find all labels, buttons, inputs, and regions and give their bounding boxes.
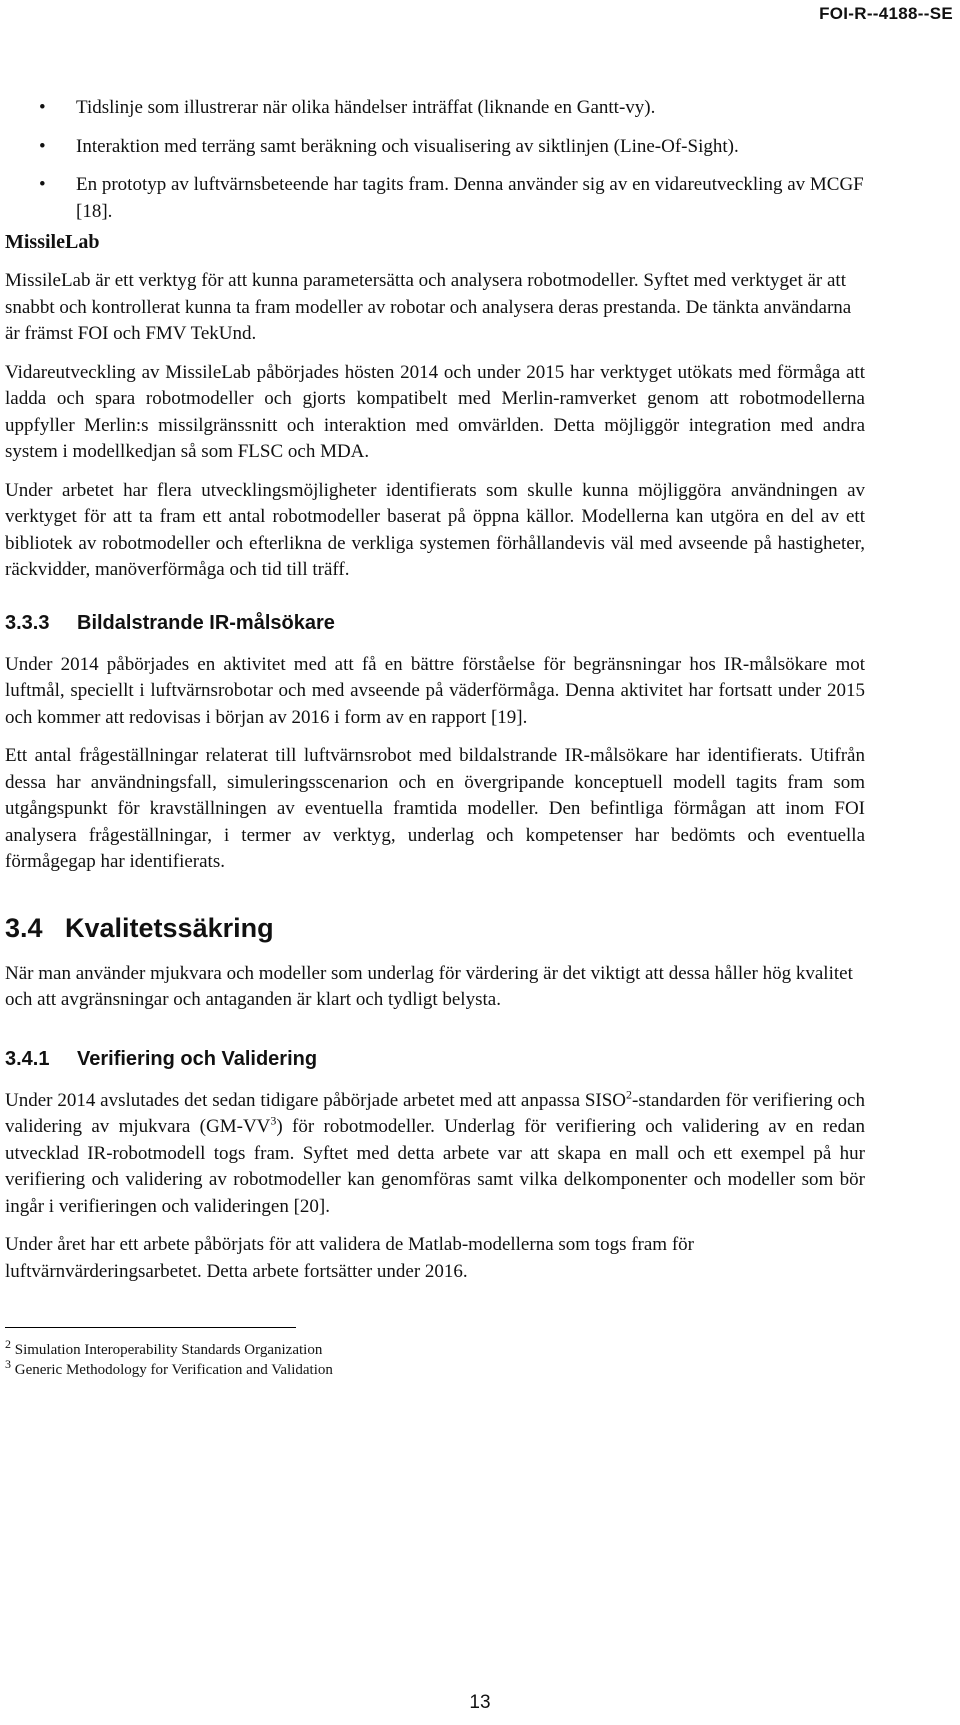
section-number: 3.4 xyxy=(5,912,43,943)
section-heading-3-3-3 xyxy=(5,610,865,636)
paragraph: När man använder mjukvara och modeller som underlag för värdering är det viktigt att dessa håller hög kvalitet och att avgränsningar och antaganden är klart och tydligt belysta. xyxy=(5,962,853,1010)
paragraph xyxy=(5,1088,865,1221)
paragraph: Ett antal frågeställningar relaterat till luftvärnsrobot med bildalstrande IR-målsökare har identifierats. Utifrån dessa har användningsfall, simuleringsscenarion och en övergripande konceptuell modell tagits fram som utgångspunkt för kravställningen av eventuella framtida modeller. Den befintliga förmågan att inom FOI analysera frågeställningar, i termer av verktyg, underlag och kompetenser har bedömts och eventuella förmågegap har identifierats. xyxy=(5,745,865,872)
paragraph: Under året har ett arbete påbörjats för att validera de Matlab-modellerna som togs fram för luftvärnvärderingsarbetet. Detta arbete fortsätter under 2016. xyxy=(5,1234,694,1282)
footnote-text: Simulation Interoperability Standards Organization xyxy=(14,1342,323,1358)
footnote-ref: 2 xyxy=(626,1087,633,1102)
footnote-ref: 3 xyxy=(270,1113,277,1128)
list-item-text: Interaktion med terräng samt beräkning och visualisering av siktlinjen (Line-Of-Sight). xyxy=(76,135,739,157)
footnote-text: Generic Methodology for Verification and Validation xyxy=(14,1362,333,1378)
missilelab-heading: MissileLab xyxy=(5,231,100,253)
section-heading-3-4-1 xyxy=(5,1046,865,1072)
footnote-mark: 2 xyxy=(5,1337,11,1351)
list-item xyxy=(5,134,865,161)
list-item-text: En prototyp av luftvärnsbeteende har tagits fram. Denna använder sig av en vidareutveckling av MCGF [18]. xyxy=(76,174,864,222)
bullet-icon: • xyxy=(39,174,46,195)
report-id: FOI-R--4188--SE xyxy=(819,4,953,23)
bullet-list xyxy=(5,95,865,225)
paragraph: MissileLab är ett verktyg för att kunna parametersätta och analysera robotmodeller. Syftet med verktyget är att snabbt och kontrollerat kunna ta fram modeller av robotar och analysera deras prestanda. De tänkta användarna är främst FOI och FMV TekUnd. xyxy=(5,270,852,344)
page-content xyxy=(5,95,865,1380)
paragraph: Under 2014 påbörjades en aktivitet med att få en bättre förståelse för begränsningar hos IR-målsökare mot luftmål, speciellt i luftvärnsrobotar och med avseende på väderförmåga. Denna aktivitet har fortsatt under 2015 och kommer att redovisas i början av 2016 i form av en rapport [19]. xyxy=(5,653,865,728)
bullet-icon: • xyxy=(39,97,46,118)
section-title: Kvalitetssäkring xyxy=(65,912,274,943)
footnote xyxy=(5,1337,865,1360)
section-heading-3-4 xyxy=(5,911,865,945)
paragraph-text: Under 2014 avslutades det sedan tidigare påbörjade arbetet med att anpassa SISO xyxy=(5,1089,627,1111)
paragraph: Under arbetet har flera utvecklingsmöjligheter identifierats som skulle kunna möjliggöra användningen av verktyget för att ta fram ett antal robotmodeller baserat på öppna källor. Modellerna kan utgöra en del av ett bibliotek av robotmodeller och efterlikna de verkliga systemen förhållandevis väl med avseende på hastigheter, räckvidder, manöverförmåga och tid till träff. xyxy=(5,479,865,580)
page-number: 13 xyxy=(469,1692,491,1713)
bullet-icon: • xyxy=(39,135,46,157)
paragraph-text: ) för robotmodeller. Underlag för verifiering och validering av en redan utvecklad IR-robotmodell togs fram. Syftet med detta arbete var att skapa en mall och ett exempel på hur verifiering och validering av robotmodeller kan genomföras samt vilka delkomponenter och modeller som bör ingår i verifieringen och valideringen [20]. xyxy=(5,1116,866,1217)
section-title: Verifiering och Validering xyxy=(77,1047,318,1070)
section-number: 3.4.1 xyxy=(5,1047,50,1070)
paragraph: Vidareutveckling av MissileLab påbörjades hösten 2014 och under 2015 har verktyget utökats med förmåga att ladda och spara robotmodeller och gjorts kompatibelt med Merlin-ramverket genom att robotmodellerna uppfyller Merlin:s missilgränssnitt och interaktion med omvärlden. Detta möjliggör integration med andra system i modellkedjan så som FLSC och MDA. xyxy=(5,361,865,462)
paragraph-text: -standarden för verifiering och validering av mjukvara (GM-VV xyxy=(5,1089,865,1137)
footnote xyxy=(5,1357,865,1380)
list-item xyxy=(5,95,865,122)
list-item xyxy=(5,172,865,225)
list-item-text: Tidslinje som illustrerar när olika händelser inträffat (liknande en Gantt-vy). xyxy=(76,97,656,118)
section-title: Bildalstrande IR-målsökare xyxy=(77,611,335,634)
footnote-mark: 3 xyxy=(5,1357,11,1371)
section-number: 3.3.3 xyxy=(5,611,50,634)
